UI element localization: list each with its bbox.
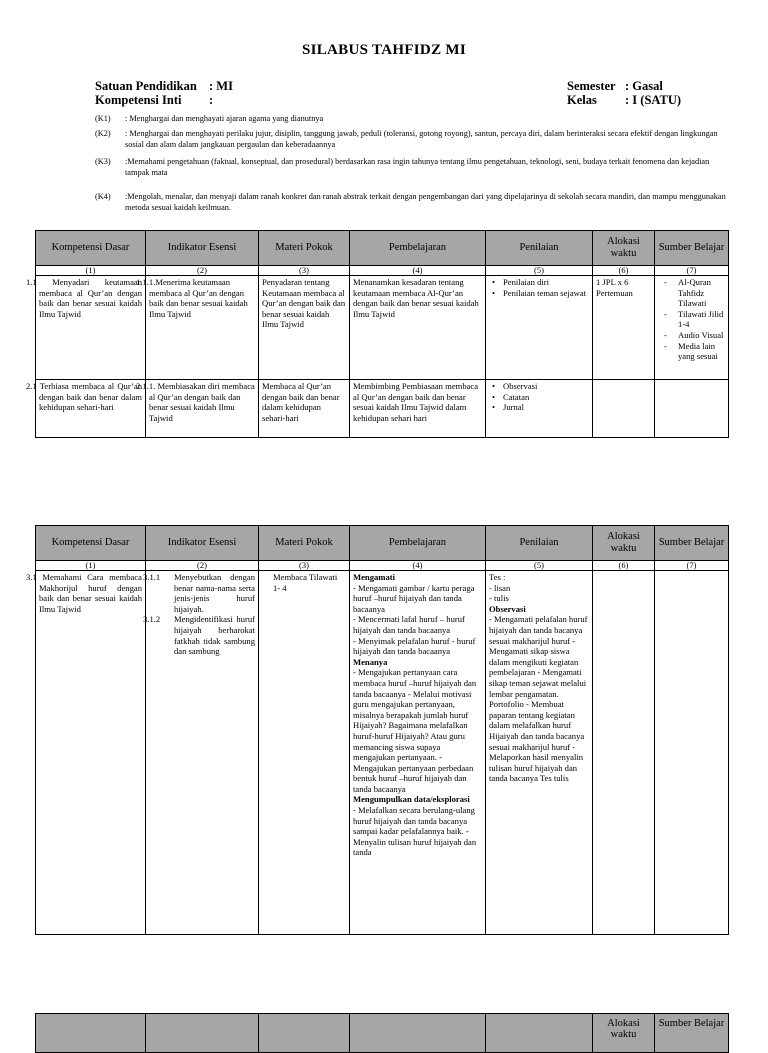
page-title: SILABUS TAHFIDZ MI [301, 42, 467, 58]
pn-intro: Tes : - lisan - tulis [489, 572, 511, 604]
semester-value: : Gasal [625, 79, 663, 93]
ki-item-3 [95, 157, 735, 181]
header-penilaian: Penilaian [486, 526, 593, 561]
pn-heading: Observasi [489, 603, 526, 614]
header-pembelajaran: Pembelajaran [350, 231, 486, 266]
kd-cell: 1.1 Menyadari keutamaan membaca al Qur’an dengan baik dan benar sesuai kaidah Ilmu Tajwid [36, 276, 146, 380]
ki-text: :Mengolah, menalar, dan menyaji dalam ranah konkret dan ranah abstrak terkait dengan pengembangan dari yang dipelajarinya di sekolah secara mandiri, dan mampu menggunakan metoda sesuai kaidah keilmuan. [125, 192, 726, 212]
col-number: (1) [36, 266, 146, 276]
col-number: (7) [655, 561, 729, 571]
aw-cell [593, 380, 655, 438]
semester-label: Semester [567, 79, 616, 93]
sb-item: - Media lain yang sesuai [678, 341, 725, 362]
mp-cell: Membaca Tilawati 1- 4 [259, 571, 350, 935]
header-sumber-belajar: Sumber Belajar [655, 526, 729, 561]
ie-text: Menyebutkan dengan benar nama-nama serta jenis-jenis huruf hijaiyah. [174, 572, 255, 614]
syllabus-table-2 [26, 525, 729, 935]
sb-cell [655, 276, 729, 380]
kd-cell: 3.1 Memahami Cara membaca Makhorijul huruf dengan baik dan benar sesuai kaidah Ilmu Tajwid [36, 571, 146, 935]
pn-item: • Jurnal [503, 402, 589, 413]
pn-cell [486, 380, 593, 438]
syllabus-table-3 [35, 1013, 729, 1053]
table-row [36, 276, 729, 380]
pb-heading: Mengumpulkan data/eksplorasi [353, 794, 470, 805]
col-number: (6) [593, 266, 655, 276]
pn-item: • Observasi [503, 381, 589, 392]
table-header-row [36, 526, 729, 561]
sb-cell [655, 571, 729, 935]
header-alokasi-waktu: Alokasi waktu [593, 231, 655, 266]
pn-text: - Mengamati pelafalan huruf hijaiyah dan tanda bacanya sesuai makharijul huruf - Mengamati sikap siswa dalam mengikuti kegiatan pembelajaran - Mengamati sikap teman sejawat melalui lembar pengamatan. Portofolio - Membuat paparan tentang kegiatan dalam melafalkan huruf Hijaiyah dan tanda bacanya sesuai makharijul huruf - Melaporkan hasil menyalin tulisan huruf hijaiyah dan tanda bacanya Tes tulis [489, 614, 588, 784]
ki-code: (K3) [95, 157, 111, 166]
pb-cell: Menanamkan kesadaran tentang keutamaan membaca Al-Qur’an dengan baik dan benar sesuai kaidah Ilmu Tajwid [350, 276, 486, 380]
kelas-label: Kelas [567, 93, 597, 107]
meta-left [95, 79, 233, 107]
sb-item: - Al-Quran Tahfidz Tilawati [678, 277, 725, 309]
header-materi-pokok: Materi Pokok [259, 526, 350, 561]
ie-item [143, 614, 255, 657]
col-number: (4) [350, 266, 486, 276]
header-materi-pokok [259, 1014, 350, 1053]
satuan-label: Satuan Pendidikan [95, 79, 197, 93]
column-number-row [36, 266, 729, 276]
ki-code: (K1) [95, 114, 111, 123]
kd-cell: 2.1 Terbiasa membaca al Qur’an dengan baik dan benar dalam kehidupan sehari-hari [36, 380, 146, 438]
header-sumber-belajar: Sumber Belajar [655, 1014, 729, 1053]
mp-cell: Membaca al Qur’an dengan baik dan benar dalam kehidupan sehari-hari [259, 380, 350, 438]
kelas-value: : I (SATU) [625, 93, 682, 107]
pn-item: • Catatan [503, 392, 589, 403]
mp-cell: Penyadaran tentang Keutamaan membaca al Qur’an dengan baik dan benar sesuai kaidah Ilmu Tajwid [259, 276, 350, 380]
syllabus-table-1 [26, 230, 729, 438]
pb-text: - Mengajukan pertanyaan cara membaca huruf –huruf hijaiyah dan tanda bacaanya - Melalui motivasi guru mengajukan pertanyaan, misalnya berapakah jumlah huruf Hijaiyah? Bagaimana melafalkan huruf-huruf Hijaiyah? Atau guru memancing siswa supaya mengajukan pertanyaan. - Mengajukan pertanyaan perbedaan bentuk huruf –huruf hijaiyah dan tanda bacaanya [353, 667, 477, 794]
pn-item: • Penilaian teman sejawat [503, 288, 589, 299]
pb-cell [350, 571, 486, 935]
col-number: (3) [259, 266, 350, 276]
ie-number: 3.1.1 [143, 572, 161, 582]
ie-cell: 2.1.1. Membiasakan diri membaca al Qur’an dengan baik dan benar sesuai kaidah Ilmu Tajwid [146, 380, 259, 438]
table-header-row [36, 231, 729, 266]
col-number: (5) [486, 266, 593, 276]
kompetensi-label: Kompetensi Inti [95, 93, 182, 107]
ki-code: (K2) [95, 129, 111, 138]
ie-number: 3.1.2 [143, 614, 161, 625]
header-pembelajaran: Pembelajaran [350, 526, 486, 561]
pn-item: • Penilaian diri [503, 277, 589, 288]
aw-cell [593, 571, 655, 935]
header-kompetensi-dasar: Kompetensi Dasar [36, 231, 146, 266]
ie-text: Mengidentifikasi huruf hijaiyah berharokat fatkhah tidak sambung dan sambung [174, 614, 255, 657]
table-row [36, 380, 729, 438]
col-number: (5) [486, 561, 593, 571]
pb-cell: Membimbing Pembiasaan membaca al Qur’an dengan baik dan benar sesuai kaidah Ilmu Tajwid dalam kehidupan sehari hari [350, 380, 486, 438]
header-penilaian: Penilaian [486, 231, 593, 266]
header-penilaian [486, 1014, 593, 1053]
header-kompetensi-dasar: Kompetensi Dasar [36, 526, 146, 561]
header-indikator-esensi: Indikator Esensi [146, 526, 259, 561]
header-alokasi-waktu: Alokasi waktu [593, 526, 655, 561]
header-pembelajaran [350, 1014, 486, 1053]
col-number: (4) [350, 561, 486, 571]
satuan-value: : MI [209, 79, 233, 93]
ki-item-2 [95, 129, 735, 153]
pb-heading: Menanya [353, 656, 388, 667]
col-number: (6) [593, 561, 655, 571]
header-indikator-esensi [146, 1014, 259, 1053]
header-kompetensi-dasar [36, 1014, 146, 1053]
col-number: (2) [146, 266, 259, 276]
ki-text: :Memahami pengetahuan (faktual, konseptual, dan prosedural) berdasarkan rasa ingin tahunya tentang ilmu pengetahuan, teknologi, seni, budaya terkait fenomena dan kejadian tampak mata [125, 157, 710, 177]
pb-text: - Mengamati gambar / kartu peraga huruf –huruf hijaiyah dan tanda bacaanya - Mencermati lafal huruf – huruf hijaiyah dan tanda bacaanya - Menyimak pelafalan huruf - huruf hijaiyah dan tanda bacaanya [353, 582, 476, 657]
meta-right [567, 79, 681, 107]
header-alokasi-waktu: Alokasi waktu [593, 1014, 655, 1053]
ie-cell: 1.1.1.Menerima keutamaan membaca al Qur’an dengan baik dan benar sesuai kaidah Ilmu Tajwid [146, 276, 259, 380]
header-sumber-belajar: Sumber Belajar [655, 231, 729, 266]
col-number: (2) [146, 561, 259, 571]
table-header-row [36, 1014, 729, 1053]
ki-item-4 [95, 192, 735, 216]
col-number: (3) [259, 561, 350, 571]
pb-heading: Mengamati [353, 572, 396, 582]
ie-cell [143, 571, 259, 935]
pb-text: - Melafalkan secara berulang-ulang huruf hijaiyah dan tanda bacanya sampai kadar pelafalannya baik. - Menyalin tulisan huruf hijaiyah dan tanda [353, 805, 477, 858]
header-indikator-esensi: Indikator Esensi [146, 231, 259, 266]
sb-cell [655, 380, 729, 438]
ki-text: : Menghargai dan menghayati perilaku jujur, disiplin, tanggung jawab, peduli (toleransi, gotong royong), santun, percaya diri, dalam berinteraksi secara efektif dengan lingkungan sosial dan alam dalam jangkauan pergaulan dan keberadaannya [125, 129, 718, 149]
column-number-row [36, 561, 729, 571]
ki-code: (K4) [95, 192, 111, 201]
sb-item: - Audio Visual [678, 330, 725, 341]
col-number: (7) [655, 266, 729, 276]
header-materi-pokok: Materi Pokok [259, 231, 350, 266]
kompetensi-value: : [209, 93, 214, 107]
pn-cell [486, 571, 593, 935]
table-row [36, 571, 729, 935]
aw-cell: 1 JPL x 6 Pertemuan [593, 276, 655, 380]
pn-cell [486, 276, 593, 380]
ki-item-1 [95, 114, 735, 126]
col-number: (1) [36, 561, 146, 571]
ie-item [143, 572, 255, 614]
sb-item: - Tilawati Jilid 1-4 [678, 309, 725, 330]
ki-text: : Menghargai dan menghayati ajaran agama yang dianutnya [125, 114, 324, 123]
